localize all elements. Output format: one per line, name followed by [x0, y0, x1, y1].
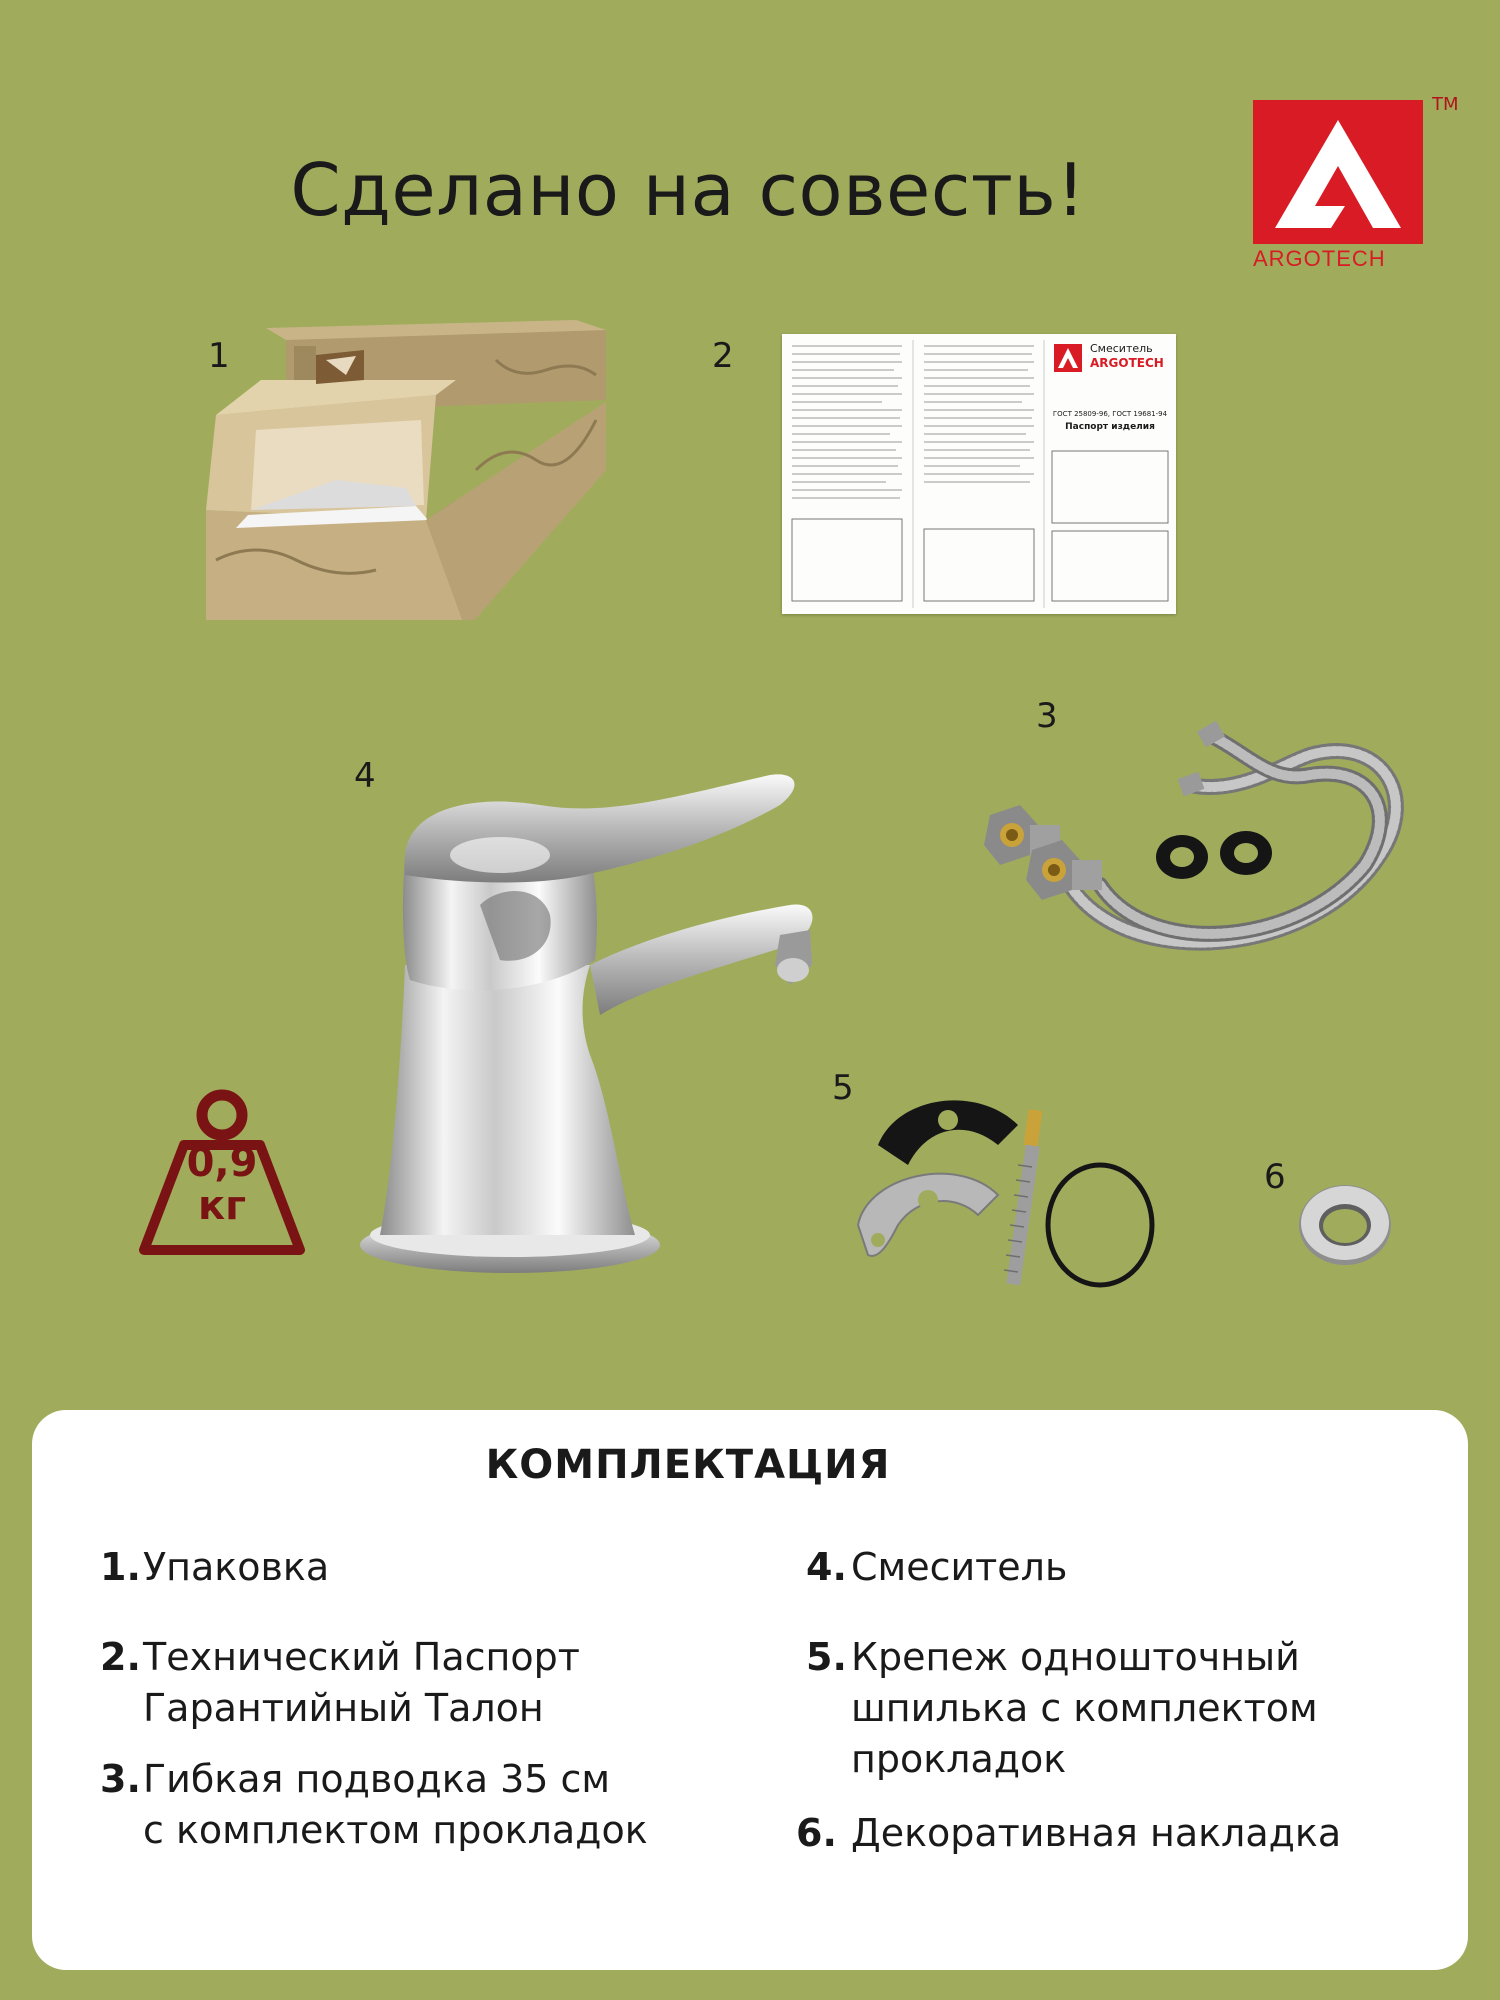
item-number: 4.: [806, 1545, 847, 1589]
contents-item-1: [100, 1542, 740, 1602]
trademark-mark: TM: [1432, 94, 1459, 115]
image-number-2: 2: [712, 336, 734, 376]
image-number-3: 3: [1036, 696, 1058, 736]
item-text-line: Гибкая подводка 35 см: [143, 1757, 611, 1801]
item-text-line: Декоративная накладка: [851, 1811, 1342, 1855]
headline: Сделано на совесть!: [290, 148, 1086, 232]
item-text-line: шпилька с комплектом: [851, 1686, 1318, 1730]
item-number: 3.: [100, 1757, 141, 1801]
contents-item-4: [806, 1542, 1426, 1602]
contents-item-6: [796, 1808, 1426, 1868]
image-number-1: 1: [208, 336, 230, 376]
item-text-line: Упаковка: [143, 1545, 330, 1589]
item-number: 5.: [806, 1635, 847, 1679]
faucet-image: [350, 765, 820, 1275]
contents-item-3: [100, 1754, 740, 1864]
item-number: 1.: [100, 1545, 141, 1589]
item-text-line: Технический Паспорт: [143, 1635, 580, 1679]
doc-passport-title: Паспорт изделия: [1065, 422, 1155, 432]
image-number-4: 4: [354, 756, 376, 796]
technical-passport-document: [782, 334, 1176, 614]
item-text-line: Гарантийный Талон: [143, 1686, 544, 1730]
doc-gost: ГОСТ 25809-96, ГОСТ 19681-94: [1052, 410, 1168, 418]
weight-value: 0,9: [186, 1140, 258, 1186]
mounting-kit-image: [848, 1085, 1168, 1295]
document-lines: [782, 334, 1176, 614]
image-number-6: 6: [1264, 1157, 1286, 1197]
packaging-box-image: [196, 320, 610, 620]
argotech-logo: [1253, 100, 1423, 268]
item-text-line: Смеситель: [851, 1545, 1068, 1589]
decorative-ring-image: [1295, 1180, 1395, 1270]
item-number: 6.: [796, 1811, 837, 1855]
flexible-hoses-image: [980, 715, 1410, 975]
contents-item-5: [806, 1632, 1426, 1792]
doc-brand: ARGOTECH: [1090, 356, 1164, 370]
contents-item-2: [100, 1632, 740, 1742]
doc-title: Смеситель: [1090, 342, 1153, 355]
svg-text:ARGOTECH: ARGOTECH: [1253, 246, 1386, 268]
weight-unit: кг: [197, 1183, 247, 1229]
item-text-line: прокладок: [851, 1737, 1067, 1781]
item-text-line: Крепеж одношточный: [851, 1635, 1300, 1679]
contents-title: КОМПЛЕКТАЦИЯ: [485, 1442, 891, 1488]
item-text-line: с комплектом прокладок: [143, 1808, 648, 1852]
image-number-5: 5: [832, 1068, 854, 1108]
item-number: 2.: [100, 1635, 141, 1679]
